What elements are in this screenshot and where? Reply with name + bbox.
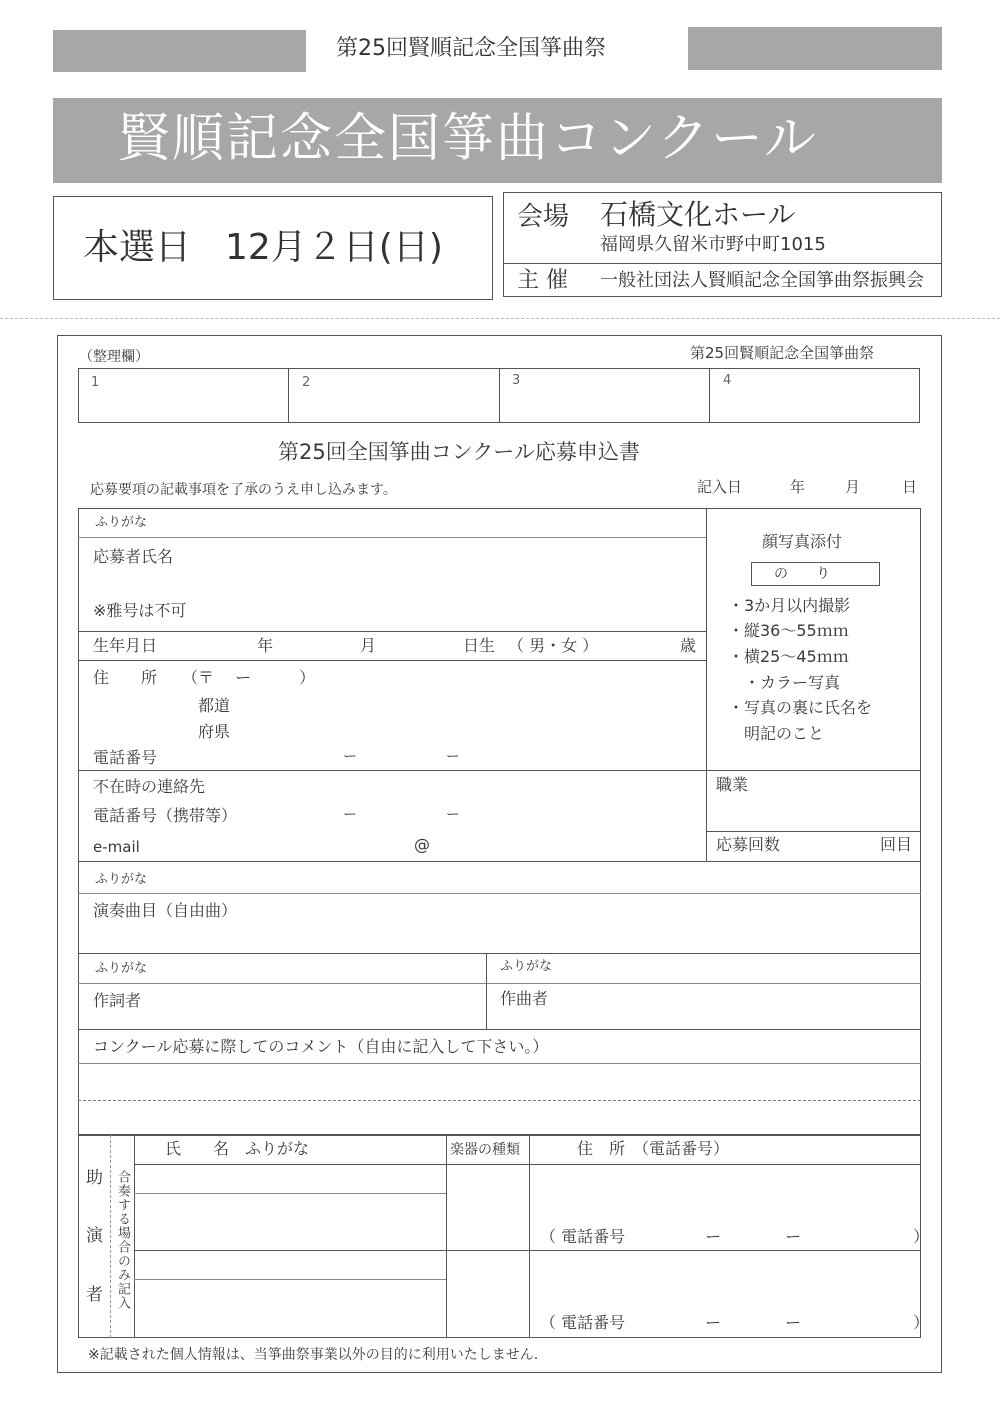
date-entry-year: 年 bbox=[790, 478, 806, 496]
entry-count-unit: 回目 bbox=[880, 835, 913, 854]
address-label: 住 所 bbox=[93, 668, 158, 687]
consent-text: 応募要項の記載事項を了承のうえ申し込みます。 bbox=[90, 482, 397, 498]
birthdate-day: 日生 bbox=[463, 636, 496, 655]
assistant-name-header: 氏 名 ふりがな bbox=[165, 1139, 310, 1158]
furigana-piece: ふりがな bbox=[95, 872, 148, 887]
assistant-instrument-header: 楽器の種類 bbox=[450, 1142, 520, 1158]
venue-divider bbox=[503, 263, 942, 264]
photo-note-5: ・写真の裏に氏名を bbox=[728, 698, 873, 717]
admin-cell-1: 1 bbox=[91, 375, 100, 390]
venue-label: 会場 bbox=[517, 202, 570, 232]
assistant-side-3: 者 bbox=[86, 1285, 103, 1305]
banner-title: 賢順記念全国箏曲コンクール bbox=[118, 109, 818, 169]
mobile-label: 電話番号（携帯等） bbox=[93, 806, 238, 825]
address-todo: 都道 bbox=[198, 696, 231, 715]
furigana-1: ふりがな bbox=[95, 515, 148, 530]
birthdate-year: 年 bbox=[257, 636, 274, 655]
photo-note-6: 明記のこと bbox=[728, 724, 825, 743]
no-stage-name-note: ※雅号は不可 bbox=[93, 601, 187, 620]
absent-contact-label: 不在時の連絡先 bbox=[93, 777, 206, 796]
photo-note-3: ・横25〜45ｍｍ bbox=[728, 647, 849, 666]
privacy-note: ※記載された個人情報は、当箏曲祭事業以外の目的に利用いたしません. bbox=[88, 1347, 539, 1363]
organizer-name: 一般社団法人賢順記念全国箏曲祭振興会 bbox=[600, 270, 924, 291]
furigana-lyricist: ふりがな bbox=[95, 961, 148, 976]
assistant-phone-row-1: （ 電話番号 ー ー ） bbox=[540, 1227, 930, 1246]
comment-label: コンクール応募に際してのコメント（自由に記入して下さい。） bbox=[93, 1037, 549, 1056]
birthdate-label: 生年月日 bbox=[93, 636, 158, 655]
assistant-side-note: 合奏する場合のみ記入 bbox=[115, 1170, 130, 1310]
final-date-value: 12月２日(日) bbox=[225, 227, 443, 268]
admin-festival: 第25回賢順記念全国箏曲祭 bbox=[690, 344, 875, 362]
date-entry-month: 月 bbox=[845, 478, 861, 496]
lyricist-label: 作詞者 bbox=[93, 991, 142, 1010]
date-entry-label: 記入日 bbox=[697, 478, 743, 496]
mobile-dash-2: ー bbox=[446, 807, 460, 823]
photo-title: 顔写真添付 bbox=[762, 532, 843, 551]
phone-dash-2: ー bbox=[446, 749, 460, 765]
festival-title: 第25回賢順記念全国箏曲祭 bbox=[336, 36, 606, 61]
phone-label: 電話番号 bbox=[93, 748, 158, 767]
assistant-phone-row-2: （ 電話番号 ー ー ） bbox=[540, 1313, 930, 1332]
header-left-bar bbox=[53, 30, 306, 72]
assistant-side-2: 演 bbox=[86, 1226, 103, 1246]
organizer-label: 主 催 bbox=[517, 268, 568, 293]
birthdate-month: 月 bbox=[360, 636, 377, 655]
venue-name: 石橋文化ホール bbox=[600, 198, 796, 231]
form-title: 第25回全国箏曲コンクール応募申込書 bbox=[278, 440, 640, 464]
cut-line bbox=[0, 318, 1000, 319]
applicant-name-label: 応募者氏名 bbox=[93, 547, 174, 566]
mobile-dash-1: ー bbox=[343, 807, 357, 823]
glue-label: の り bbox=[774, 566, 830, 582]
entry-count-label: 応募回数 bbox=[716, 835, 781, 854]
address-fuken: 府県 bbox=[198, 722, 231, 741]
composer-label: 作曲者 bbox=[500, 989, 549, 1008]
date-entry-day: 日 bbox=[902, 478, 918, 496]
main-table bbox=[78, 508, 921, 1030]
admin-cell-3: 3 bbox=[512, 373, 521, 388]
admin-cell-2: 2 bbox=[302, 375, 311, 390]
assistant-address-header: 住 所 （電話番号） bbox=[577, 1139, 730, 1158]
photo-note-2: ・縦36〜55ｍｍ bbox=[728, 621, 849, 640]
venue-address: 福岡県久留米市野中町1015 bbox=[600, 234, 826, 255]
photo-note-4: ・カラー写真 bbox=[728, 673, 841, 692]
address-postal: （〒 ー ） bbox=[182, 668, 316, 687]
furigana-composer: ふりがな bbox=[500, 959, 553, 974]
birthdate-age: 歳 bbox=[680, 636, 697, 655]
piece-label: 演奏曲目（自由曲） bbox=[93, 901, 238, 920]
birthdate-gender: （ 男・女 ） bbox=[508, 636, 599, 655]
occupation-label: 職業 bbox=[716, 775, 749, 794]
phone-dash-1: ー bbox=[343, 749, 357, 765]
admin-cell-4: 4 bbox=[723, 373, 732, 388]
email-at: @ bbox=[414, 835, 430, 854]
header-right-bar bbox=[688, 27, 942, 70]
assistant-side-1: 助 bbox=[86, 1168, 103, 1188]
photo-note-1: ・3か月以内撮影 bbox=[728, 596, 851, 615]
admin-label: （整理欄） bbox=[79, 349, 149, 365]
email-label: e-mail bbox=[93, 838, 140, 856]
final-date-label: 本選日 bbox=[83, 227, 192, 268]
